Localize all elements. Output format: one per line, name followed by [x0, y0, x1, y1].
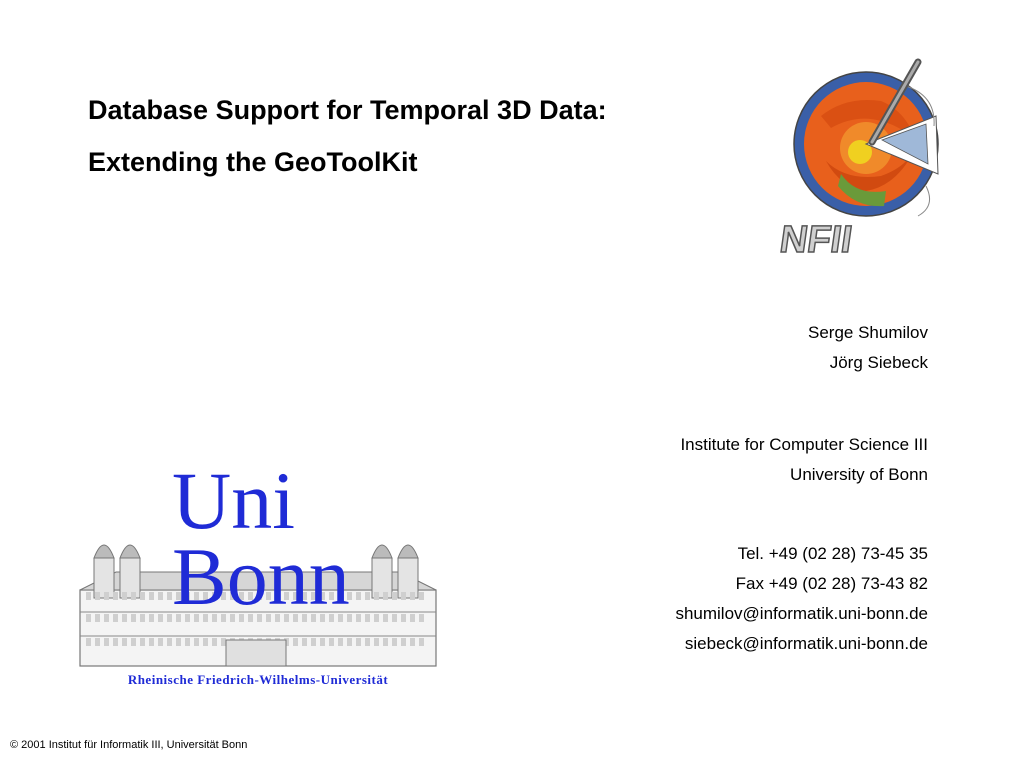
- title-line-2: Extending the GeoToolKit: [88, 147, 418, 177]
- email-address[interactable]: siebeck@informatik.uni-bonn.de: [684, 634, 928, 653]
- contact-block: [675, 539, 928, 659]
- institute-block: [680, 430, 928, 490]
- email-address[interactable]: shumilov@informatik.uni-bonn.de: [675, 604, 928, 623]
- author-name: Serge Shumilov: [807, 323, 928, 342]
- title-line-1: Database Support for Temporal 3D Data:: [88, 95, 607, 125]
- university-name: University of Bonn: [790, 465, 928, 484]
- nfii-logo: [777, 56, 956, 266]
- nfii-text: NFII: [777, 218, 855, 261]
- fax-number: Fax +49 (02 28) 73-43 82: [735, 574, 928, 593]
- phone-number: Tel. +49 (02 28) 73-45 35: [737, 544, 928, 563]
- copyright-footer: © 2001 Institut für Informatik III, Universität Bonn: [10, 739, 248, 751]
- institute-name: Institute for Computer Science III: [680, 435, 928, 454]
- university-caption: Rheinische Friedrich-Wilhelms-Universität: [127, 672, 389, 687]
- uni-bonn-logo: [76, 440, 440, 690]
- earth-drill-icon: [777, 56, 956, 266]
- uni-wordmark: Uni: [172, 455, 295, 546]
- slide-title: [88, 84, 607, 188]
- authors-block: [808, 318, 928, 378]
- bonn-wordmark: Bonn: [172, 531, 350, 622]
- author-name: Jörg Siebeck: [829, 353, 928, 372]
- university-building-icon: [76, 440, 440, 690]
